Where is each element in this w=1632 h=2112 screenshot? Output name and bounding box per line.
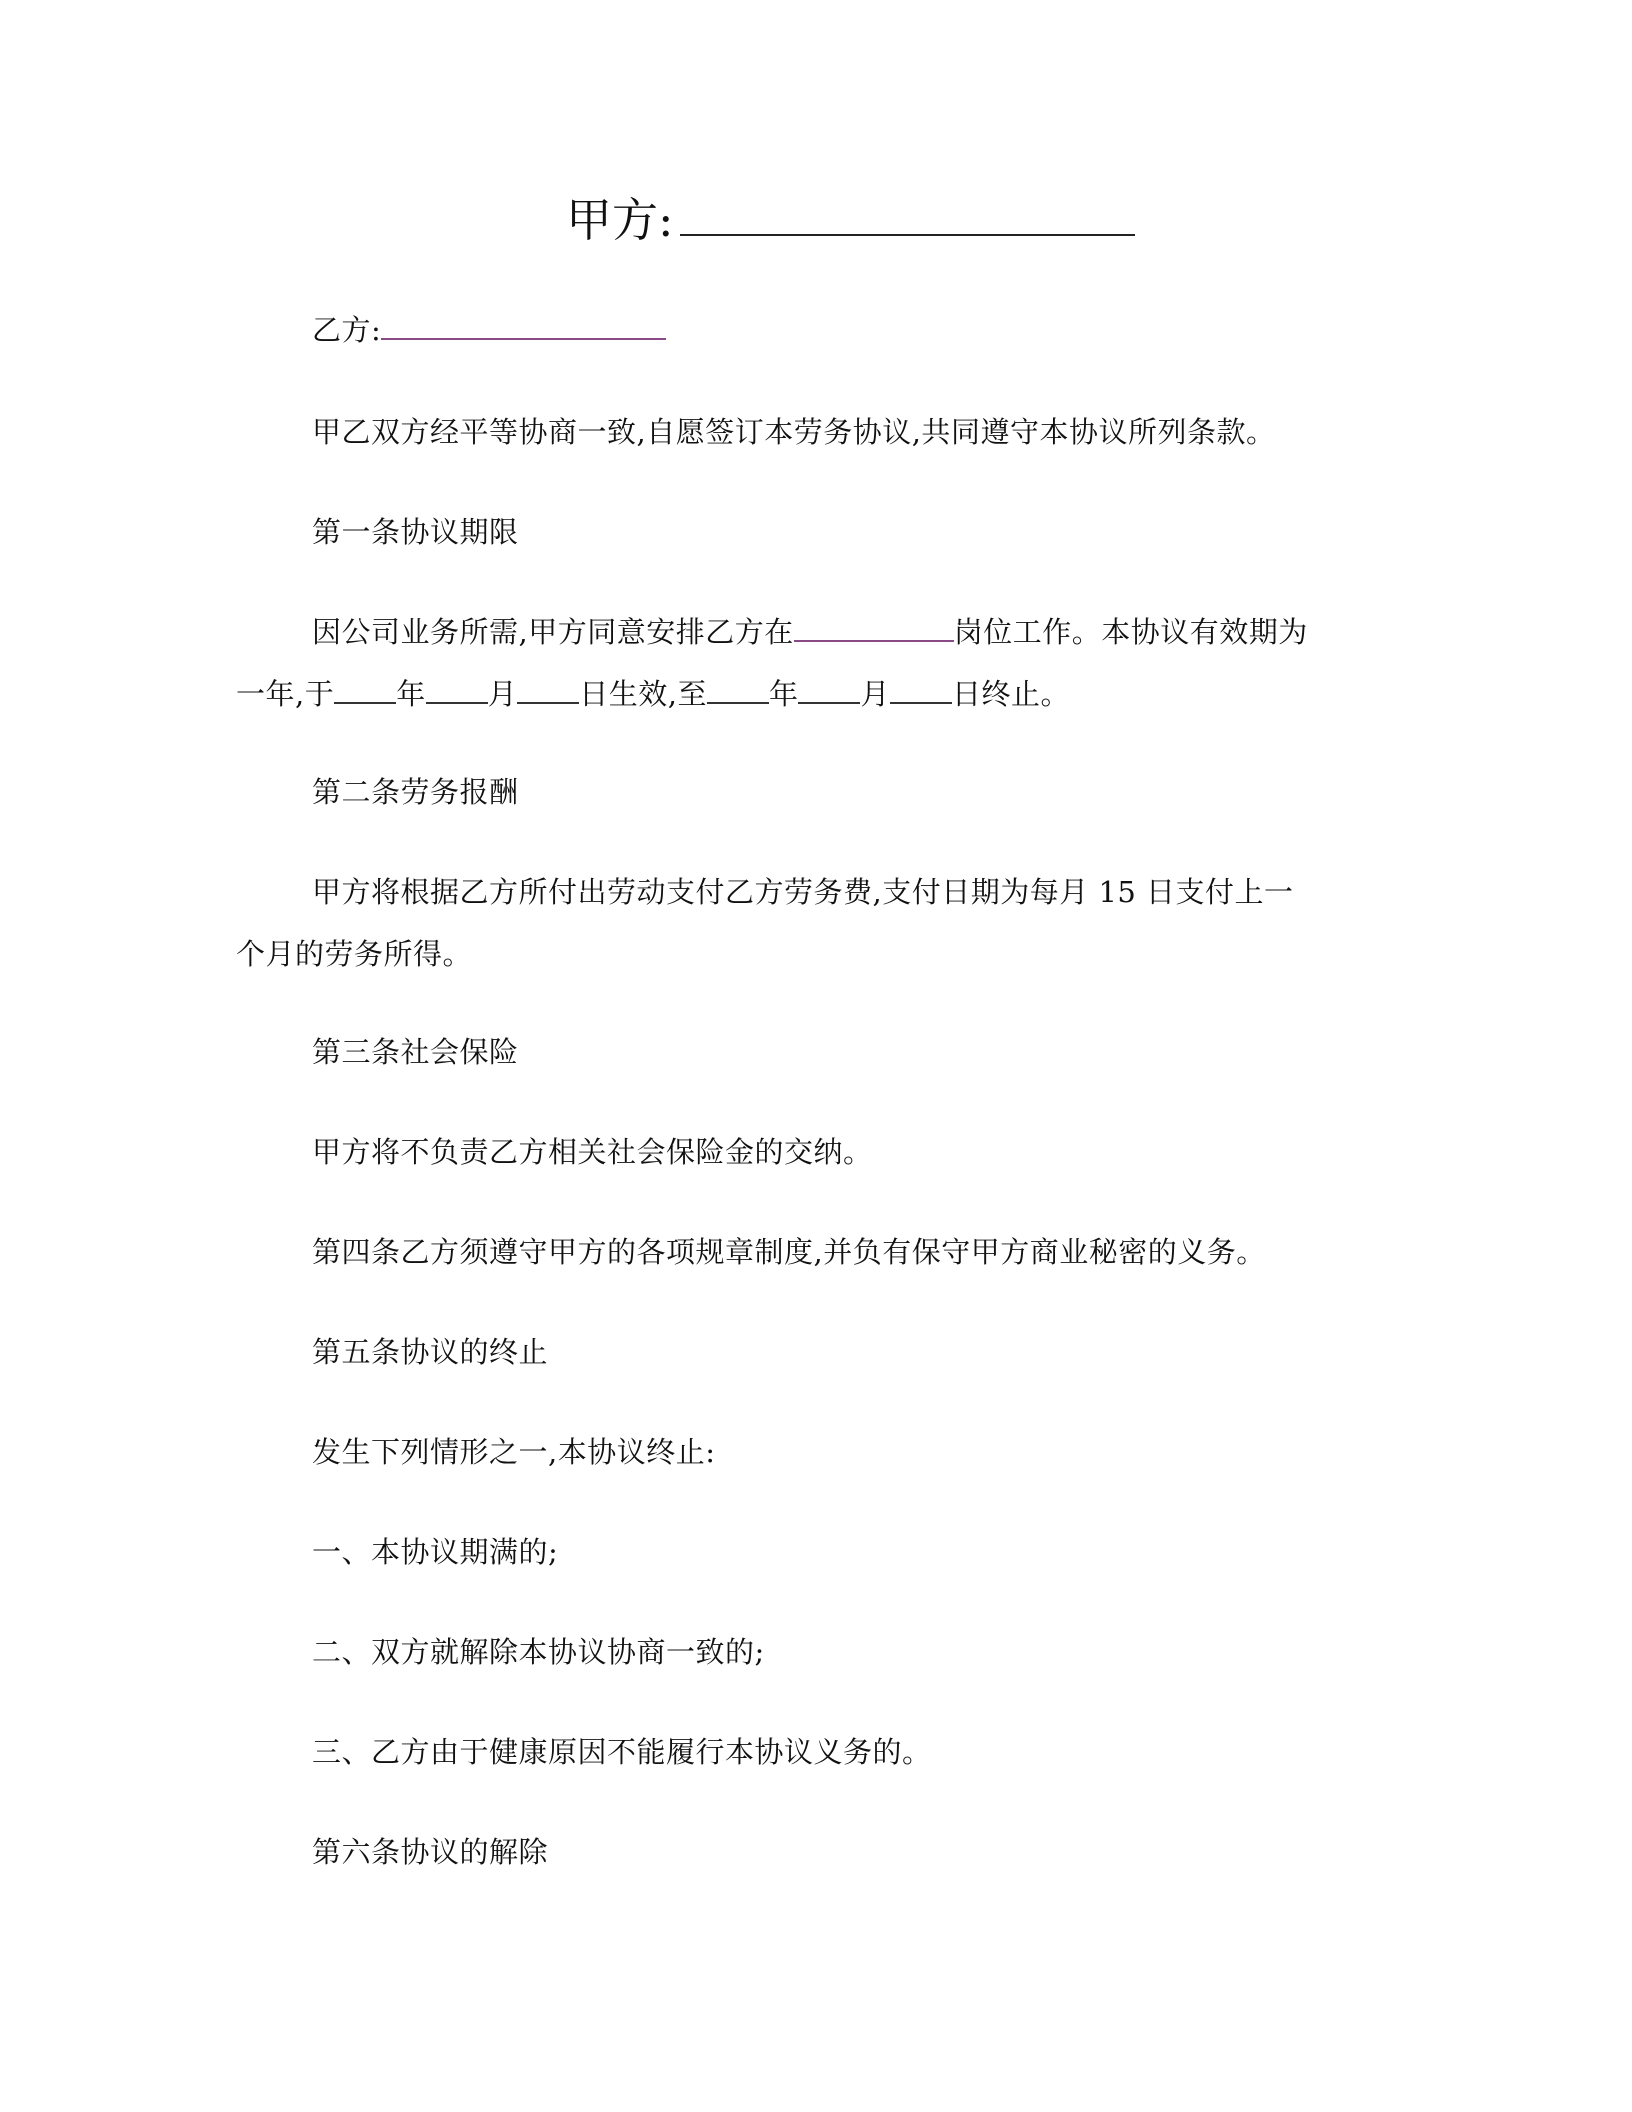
- article-5-item-2: 二、双方就解除本协议协商一致的;: [312, 1635, 765, 1669]
- article-6-title: 第六条协议的解除: [312, 1835, 549, 1869]
- article-3-title: 第三条社会保险: [312, 1035, 519, 1069]
- party-a-label: 甲方:: [566, 193, 674, 247]
- article-4: 第四条乙方须遵守甲方的各项规章制度,并负有保守甲方商业秘密的义务。: [312, 1235, 1266, 1269]
- end-year-blank: [707, 674, 769, 704]
- party-b-line: [312, 310, 666, 350]
- start-year-blank: [334, 674, 396, 704]
- article-5-item-3: 三、乙方由于健康原因不能履行本协议义务的。: [312, 1735, 932, 1769]
- position-blank: [794, 612, 954, 642]
- article-2-line-1: 甲方将根据乙方所付出劳动支付乙方劳务费,支付日期为每月 15 日支付上一: [312, 875, 1294, 909]
- article-3-body: 甲方将不负责乙方相关社会保险金的交纳。: [312, 1135, 873, 1169]
- article-1-line-2: 一年,于 年 月 日生效,至 年 月 日终止。: [236, 674, 1070, 714]
- article-5-title: 第五条协议的终止: [312, 1335, 549, 1369]
- party-a-blank: [680, 196, 1135, 236]
- article-5-intro: 发生下列情形之一,本协议终止:: [312, 1435, 716, 1469]
- article-2-title: 第二条劳务报酬: [312, 775, 519, 809]
- intro-paragraph: 甲乙双方经平等协商一致,自愿签订本劳务协议,共同遵守本协议所列条款。: [312, 415, 1276, 449]
- party-a-title: [566, 190, 1135, 250]
- party-b-blank: [381, 310, 666, 340]
- article-1-line-1: 因公司业务所需,甲方同意安排乙方在 岗位工作。本协议有效期为: [312, 612, 1308, 652]
- end-month-blank: [798, 674, 860, 704]
- article-2-line-2: 个月的劳务所得。: [236, 937, 473, 971]
- article-5-item-1: 一、本协议期满的;: [312, 1535, 559, 1569]
- party-b-label: 乙方:: [312, 313, 382, 347]
- end-day-blank: [890, 674, 952, 704]
- start-month-blank: [426, 674, 488, 704]
- article-1-title: 第一条协议期限: [312, 515, 519, 549]
- start-day-blank: [517, 674, 579, 704]
